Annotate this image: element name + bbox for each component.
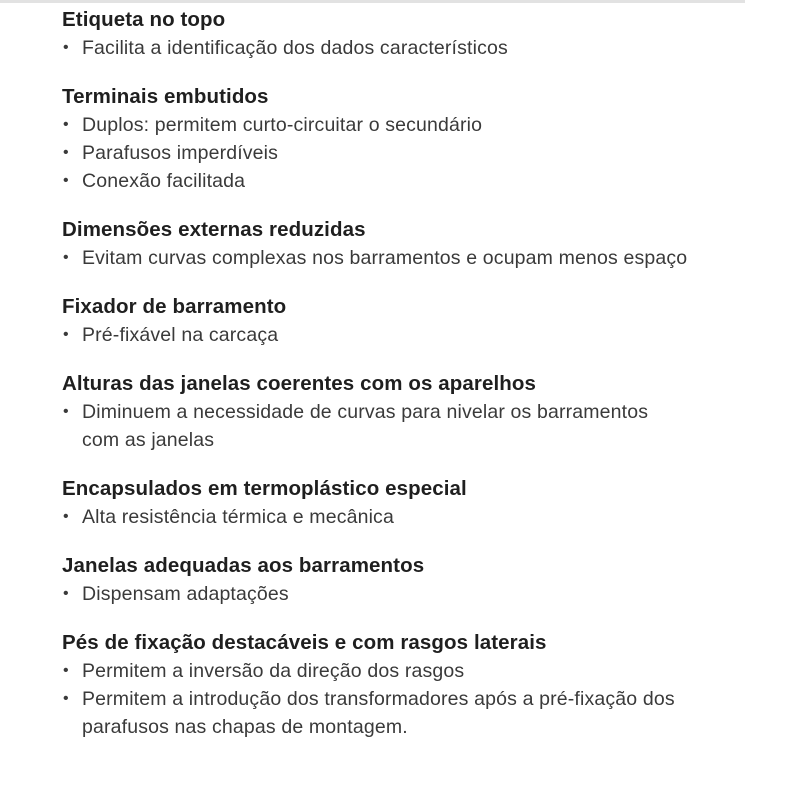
bullet-item xyxy=(62,111,762,139)
bullet-text: Diminuem a necessidade de curvas para nivelar os barramentos com as janelas xyxy=(82,401,649,451)
bullet-item xyxy=(62,139,762,167)
bullet-list xyxy=(62,580,762,608)
bullet-dot-icon: • xyxy=(63,585,69,602)
bullet-dot-icon: • xyxy=(63,116,69,133)
feature-document xyxy=(62,6,762,762)
bullet-item xyxy=(62,167,762,195)
bullet-text: Evitam curvas complexas nos barramentos e ocupam menos espaço xyxy=(82,247,688,269)
bullet-item xyxy=(62,685,732,741)
bullet-text: Conexão facilitada xyxy=(82,170,246,192)
bullet-text: Parafusos imperdíveis xyxy=(82,142,279,164)
bullet-text: Pré-fixável na carcaça xyxy=(82,324,279,346)
bullet-list xyxy=(62,503,762,531)
section-heading: Janelas adequadas aos barramentos xyxy=(62,554,425,577)
section-terminais xyxy=(62,83,762,195)
section-heading: Etiqueta no topo xyxy=(62,8,226,31)
bullet-list xyxy=(62,398,762,454)
section-heading: Alturas das janelas coerentes com os aparelhos xyxy=(62,372,537,395)
bullet-dot-icon: • xyxy=(63,249,69,266)
section-fixador xyxy=(62,293,762,349)
bullet-list xyxy=(62,657,762,741)
section-heading: Fixador de barramento xyxy=(62,295,287,318)
bullet-item xyxy=(62,244,762,272)
bullet-list xyxy=(62,34,762,62)
bullet-item xyxy=(62,503,762,531)
bullet-item xyxy=(62,657,762,685)
section-heading: Pés de fixação destacáveis e com rasgos laterais xyxy=(62,631,547,654)
bullet-dot-icon: • xyxy=(63,326,69,343)
bullet-dot-icon: • xyxy=(63,662,69,679)
bullet-text: Duplos: permitem curto-circuitar o secundário xyxy=(82,114,483,136)
bullet-list xyxy=(62,244,762,272)
top-divider xyxy=(0,0,745,3)
bullet-dot-icon: • xyxy=(63,172,69,189)
bullet-text: Dispensam adaptações xyxy=(82,583,289,605)
bullet-dot-icon: • xyxy=(63,690,69,707)
section-heading: Terminais embutidos xyxy=(62,85,269,108)
bullet-text: Permitem a inversão da direção dos rasgos xyxy=(82,660,465,682)
section-heading: Encapsulados em termoplástico especial xyxy=(62,477,467,500)
bullet-item xyxy=(62,580,762,608)
section-encapsulados xyxy=(62,475,762,531)
bullet-item xyxy=(62,34,622,62)
bullet-dot-icon: • xyxy=(63,403,69,420)
bullet-item xyxy=(62,398,652,454)
bullet-text: Permitem a introdução dos transformadores após a pré-fixação dos parafusos nas chapas de montagem. xyxy=(82,688,675,738)
bullet-item xyxy=(62,321,762,349)
bullet-text: Facilita a identificação dos dados característicos xyxy=(82,37,508,59)
bullet-dot-icon: • xyxy=(63,144,69,161)
section-dimensoes xyxy=(62,216,762,272)
section-alturas xyxy=(62,370,762,454)
section-heading: Dimensões externas reduzidas xyxy=(62,218,366,241)
section-pes-fixacao xyxy=(62,629,762,741)
bullet-dot-icon: • xyxy=(63,39,69,56)
section-janelas xyxy=(62,552,762,608)
bullet-text: Alta resistência térmica e mecânica xyxy=(82,506,394,528)
bullet-list xyxy=(62,321,762,349)
bullet-dot-icon: • xyxy=(63,508,69,525)
bullet-list xyxy=(62,111,762,195)
section-etiqueta xyxy=(62,6,762,62)
